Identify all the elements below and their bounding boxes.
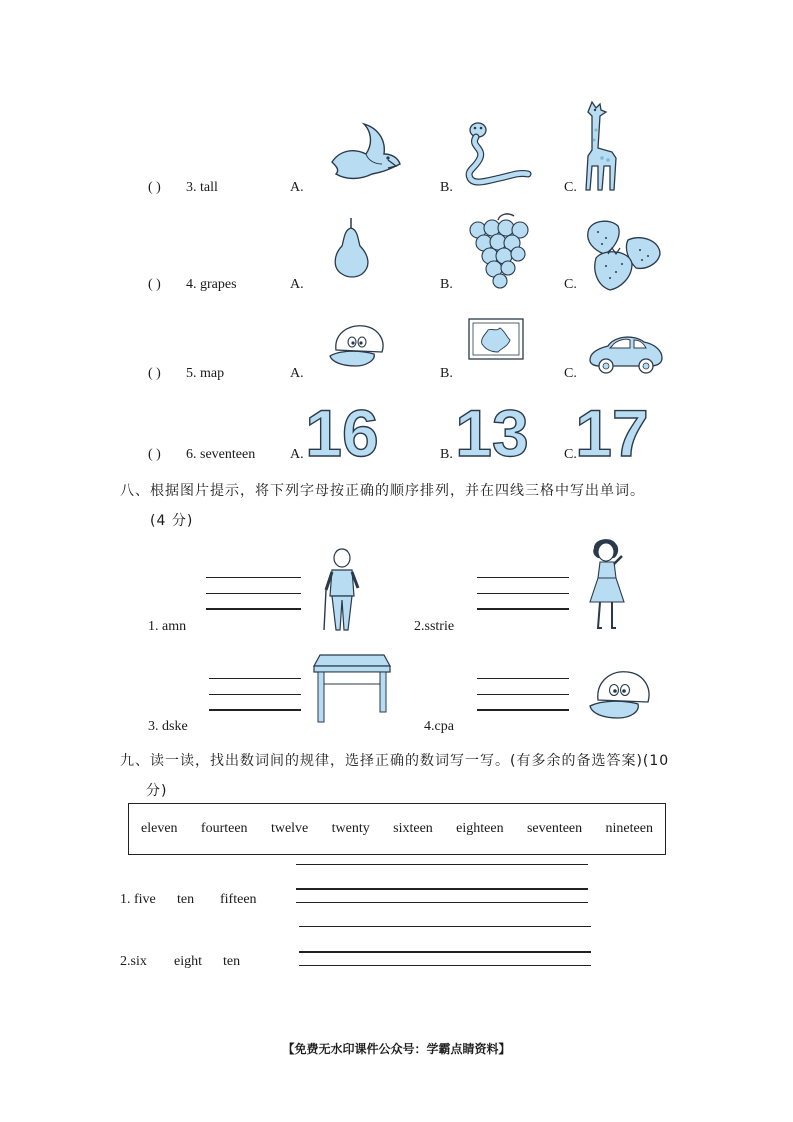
sequence-word: ten: [223, 954, 241, 969]
number-13-icon: [455, 392, 529, 470]
sequence-word: 2.six: [120, 954, 147, 969]
map-icon: [468, 318, 524, 360]
word-bank-item: twenty: [331, 821, 370, 836]
option-a-label: A.: [290, 277, 304, 292]
grapes-icon: [464, 210, 534, 290]
car-icon: [586, 330, 666, 376]
word-bank-item: seventeen: [526, 821, 583, 836]
sequence-word: eight: [174, 954, 202, 969]
answer-paren[interactable]: ( ): [148, 447, 161, 462]
question-word: 6. seventeen: [186, 447, 256, 462]
scrambled-word: 1. amn: [148, 619, 187, 634]
number-13-text: 13: [455, 396, 529, 470]
number-16-icon: [305, 392, 379, 470]
footer-watermark: 【免费无水印课件公众号：学霸点睛资料】: [282, 1042, 511, 1056]
word-bank: [141, 804, 653, 854]
word-bank-item: eighteen: [456, 821, 504, 836]
option-b-label: B.: [440, 180, 453, 195]
giraffe-icon: [582, 100, 622, 195]
number-17-icon: [575, 392, 649, 470]
sequence-word: fifteen: [220, 892, 257, 907]
answer-paren[interactable]: ( ): [148, 180, 161, 195]
snake-icon: [462, 118, 534, 190]
option-c-label: C.: [564, 277, 577, 292]
option-b-label: B.: [440, 366, 453, 381]
bird-icon: [326, 120, 406, 185]
option-a-label: A.: [290, 366, 304, 381]
section-8-title: 八、根据图片提示，将下列字母按正确的顺序排列，并在四线三格中写出单词。: [120, 483, 645, 499]
word-bank-item: nineteen: [605, 821, 653, 836]
option-c-label: C.: [564, 180, 577, 195]
girl-icon: [586, 536, 630, 632]
scrambled-word: 2.sstrie: [414, 619, 455, 634]
scrambled-word: 3. dske: [148, 719, 188, 734]
word-bank-item: fourteen: [200, 821, 248, 836]
scrambled-word: 4.cpa: [424, 719, 454, 734]
option-b-label: B.: [440, 447, 453, 462]
desk-icon: [312, 654, 392, 724]
old-man-icon: [318, 548, 364, 634]
word-bank-box: [128, 803, 666, 855]
section-9-score: 分): [146, 783, 168, 799]
option-a-label: A.: [290, 447, 304, 462]
word-bank-item: eleven: [141, 821, 178, 836]
option-c-label: C.: [564, 447, 577, 462]
answer-paren[interactable]: ( ): [148, 366, 161, 381]
strawberry-icon: [584, 214, 666, 292]
option-a-label: A.: [290, 180, 304, 195]
option-c-label: C.: [564, 366, 577, 381]
question-word: 5. map: [186, 366, 225, 381]
section-9-title: 九、读一读，找出数词间的规律，选择正确的数词写一写。(有多余的备选答案)(10: [120, 753, 670, 769]
section-8-score: (4 分): [150, 513, 194, 529]
sequence-word: ten: [177, 892, 195, 907]
sequence-word: 1. five: [120, 892, 156, 907]
word-bank-item: sixteen: [393, 821, 433, 836]
answer-paren[interactable]: ( ): [148, 277, 161, 292]
question-word: 3. tall: [186, 180, 218, 195]
option-b-label: B.: [440, 277, 453, 292]
question-word: 4. grapes: [186, 277, 237, 292]
cap-icon: [326, 320, 388, 370]
word-bank-item: twelve: [270, 821, 309, 836]
number-17-text: 17: [575, 396, 649, 470]
number-16-text: 16: [305, 396, 379, 470]
cap-icon: [586, 666, 654, 722]
pear-icon: [330, 216, 372, 278]
